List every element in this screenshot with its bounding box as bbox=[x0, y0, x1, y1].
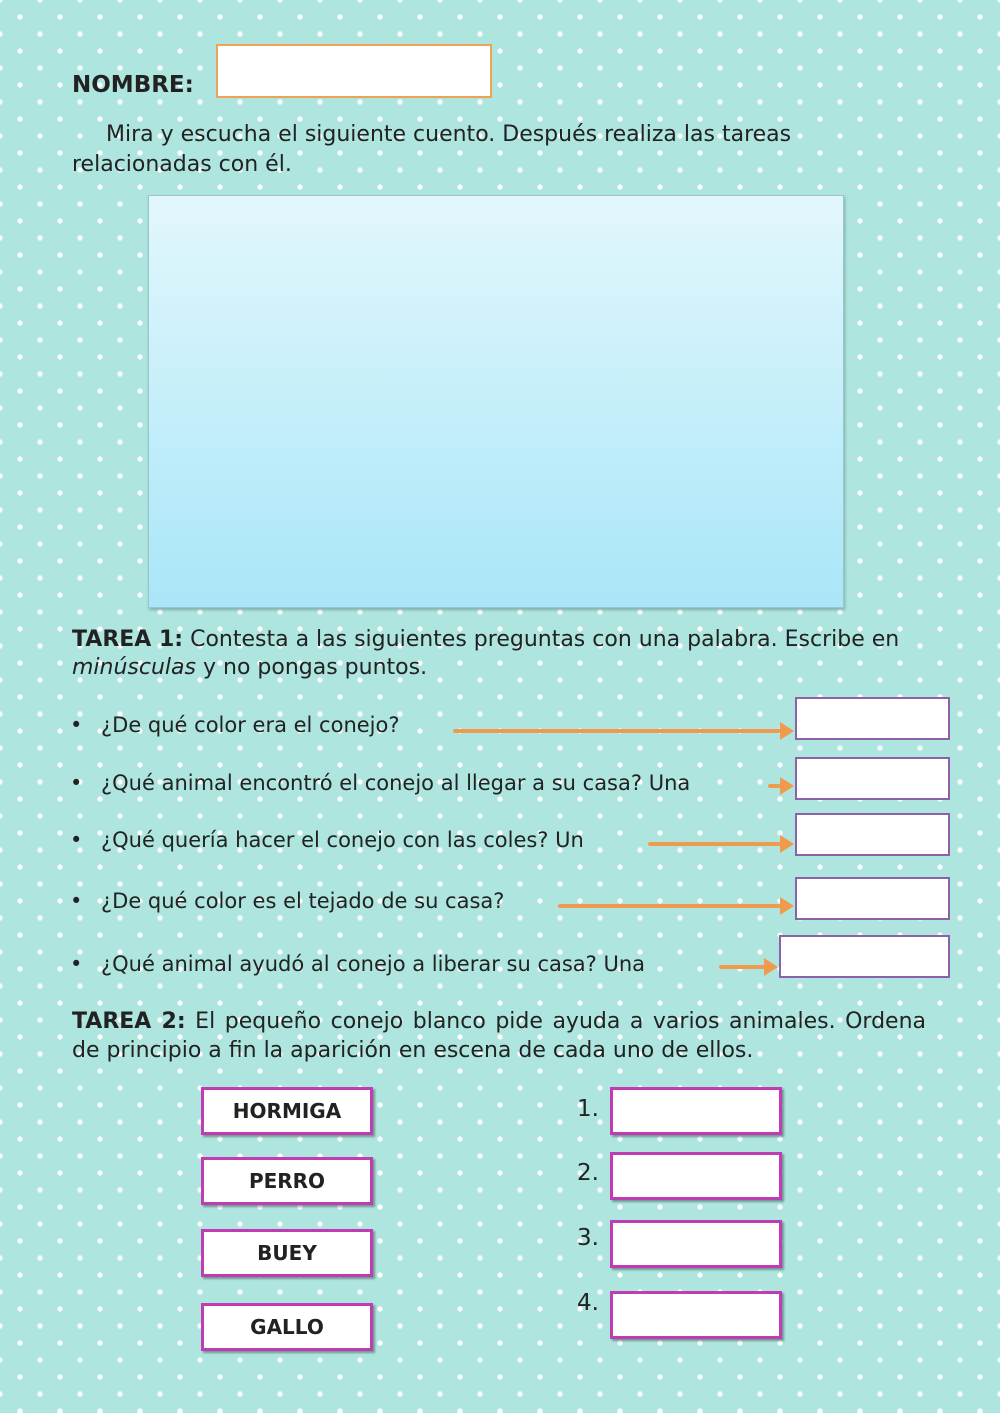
name-label: NOMBRE: bbox=[72, 72, 194, 98]
task2-instr: El pequeño conejo blanco pide ayuda a varios animales. Ordena de principio a fin la aparición en escena de cada uno de ellos. bbox=[72, 1009, 927, 1063]
answer-input-1[interactable] bbox=[795, 697, 950, 740]
arrow-head-2 bbox=[780, 777, 794, 795]
answer-input-4[interactable] bbox=[795, 877, 950, 920]
order-slot-3[interactable] bbox=[610, 1220, 782, 1268]
word-card-hormiga[interactable]: HORMIGA bbox=[201, 1087, 373, 1135]
arrow-head-3 bbox=[780, 835, 794, 853]
bullet-2: • bbox=[70, 771, 83, 795]
order-number-2: 2. bbox=[577, 1160, 599, 1186]
task2-instructions bbox=[72, 1007, 926, 1065]
order-slot-2[interactable] bbox=[610, 1152, 782, 1200]
task1-title: TAREA 1: bbox=[72, 627, 184, 652]
bullet-5: • bbox=[70, 952, 83, 976]
word-card-buey[interactable]: BUEY bbox=[201, 1229, 373, 1277]
word-card-perro[interactable]: PERRO bbox=[201, 1157, 373, 1205]
order-slot-1[interactable] bbox=[610, 1087, 782, 1135]
order-number-3: 3. bbox=[577, 1225, 599, 1251]
order-number-1: 1. bbox=[577, 1096, 599, 1122]
question-2: ¿Qué animal encontró el conejo al llegar a su casa? Una bbox=[101, 771, 691, 795]
arrow-head-5 bbox=[764, 958, 778, 976]
word-card-gallo[interactable]: GALLO bbox=[201, 1303, 373, 1351]
bullet-4: • bbox=[70, 889, 83, 913]
answer-input-2[interactable] bbox=[795, 757, 950, 800]
arrow-head-1 bbox=[780, 722, 794, 740]
bullet-3: • bbox=[70, 828, 83, 852]
question-5: ¿Qué animal ayudó al conejo a liberar su casa? Una bbox=[101, 952, 646, 976]
answer-input-3[interactable] bbox=[795, 813, 950, 856]
answer-input-5[interactable] bbox=[779, 935, 950, 978]
question-3: ¿Qué quería hacer el conejo con las coles? Un bbox=[101, 828, 584, 852]
task1-instr-b: y no pongas puntos. bbox=[196, 655, 428, 680]
task2-title: TAREA 2: bbox=[72, 1009, 186, 1034]
question-1: ¿De qué color era el conejo? bbox=[101, 713, 400, 737]
bullet-1: • bbox=[70, 713, 83, 737]
task1-instr-a: Contesta a las siguientes preguntas con una palabra. Escribe en bbox=[183, 627, 900, 652]
intro-text: Mira y escucha el siguiente cuento. Después realiza las tareas relacionadas con él. bbox=[72, 122, 792, 177]
arrow-head-4 bbox=[780, 897, 794, 915]
question-4: ¿De qué color es el tejado de su casa? bbox=[101, 889, 505, 913]
order-number-4: 4. bbox=[577, 1290, 599, 1316]
order-slot-4[interactable] bbox=[610, 1291, 782, 1339]
task1-instr-em: minúsculas bbox=[72, 655, 196, 680]
